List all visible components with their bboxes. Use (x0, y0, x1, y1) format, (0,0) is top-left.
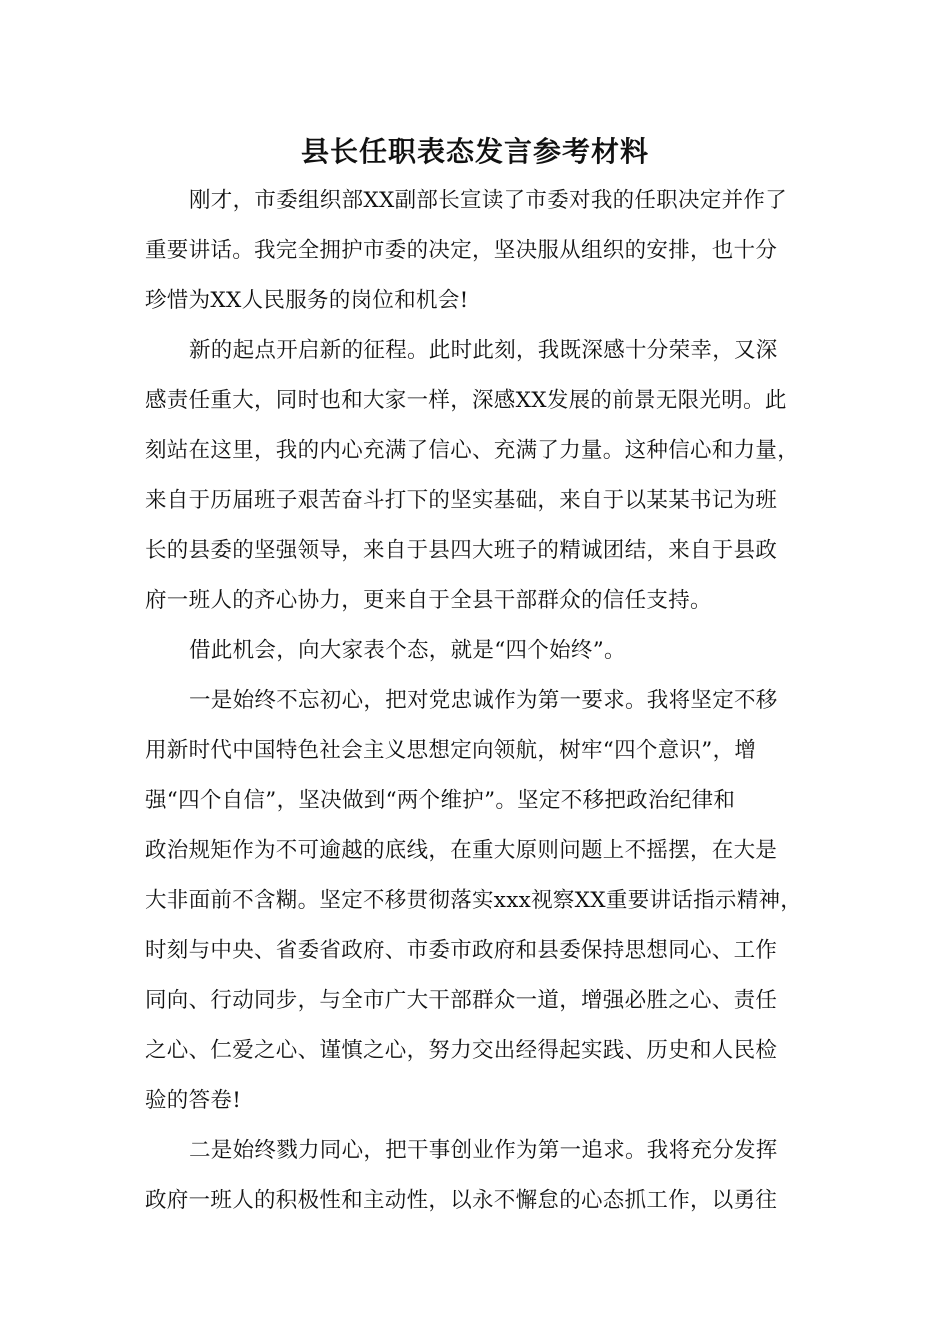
paragraph-line: 时刻与中央、省委省政府、市委市政府和县委保持思想同心、工作 (145, 938, 778, 963)
document-title: 县长任职表态发言参考材料 (300, 135, 649, 168)
paragraph-line: 刻站在这里，我的内心充满了信心、充满了力量。这种信心和力量， (145, 438, 800, 463)
paragraph-line: 借此机会，向大家表个态，就是“四个始终”。 (189, 638, 626, 663)
paragraph-line: 珍惜为XX人民服务的岗位和机会! (145, 288, 469, 313)
paragraph-line: 来自于历届班子艰苦奋斗打下的坚实基础，来自于以某某书记为班 (145, 488, 778, 513)
paragraph-line: 府一班人的齐心协力，更来自于全县干部群众的信任支持。 (145, 588, 712, 613)
paragraph-line: 一是始终不忘初心，把对党忠诚作为第一要求。我将坚定不移 (189, 688, 778, 713)
paragraph-line: 同向、行动同步，与全市广大干部群众一道，增强必胜之心、责任 (145, 988, 778, 1013)
paragraph-line: 感责任重大，同时也和大家一样，深感XX发展的前景无限光明。此 (145, 388, 787, 413)
paragraph-line: 二是始终戮力同心，把干事创业作为第一追求。我将充分发挥 (189, 1138, 778, 1163)
paragraph-line: 强“四个自信”，坚决做到“两个维护”。坚定不移把政治纪律和 (145, 788, 736, 813)
paragraph-line: 大非面前不含糊。坚定不移贯彻落实xxx视察XX重要讲话指示精神， (145, 888, 803, 913)
paragraph-line: 政府一班人的积极性和主动性，以永不懈怠的心态抓工作，以勇往 (145, 1188, 778, 1213)
document-body (145, 183, 815, 1233)
paragraph-line: 政治规矩作为不可逾越的底线，在重大原则问题上不摇摆，在大是 (145, 838, 778, 863)
paragraph-line: 验的答卷! (145, 1088, 242, 1113)
paragraph-line: 之心、仁爱之心、谨慎之心，努力交出经得起实践、历史和人民检 (145, 1038, 778, 1063)
paragraph-line: 重要讲话。我完全拥护市委的决定，坚决服从组织的安排，也十分 (145, 238, 778, 263)
paragraph-line: 用新时代中国特色社会主义思想定向领航，树牢“四个意识”，增 (145, 738, 757, 763)
paragraph-line: 长的县委的坚强领导，来自于县四大班子的精诚团结，来自于县政 (145, 538, 778, 563)
paragraph-line: 新的起点开启新的征程。此时此刻，我既深感十分荣幸，又深 (189, 338, 778, 363)
paragraph-line: 刚才，市委组织部XX副部长宣读了市委对我的任职决定并作了 (189, 188, 788, 213)
